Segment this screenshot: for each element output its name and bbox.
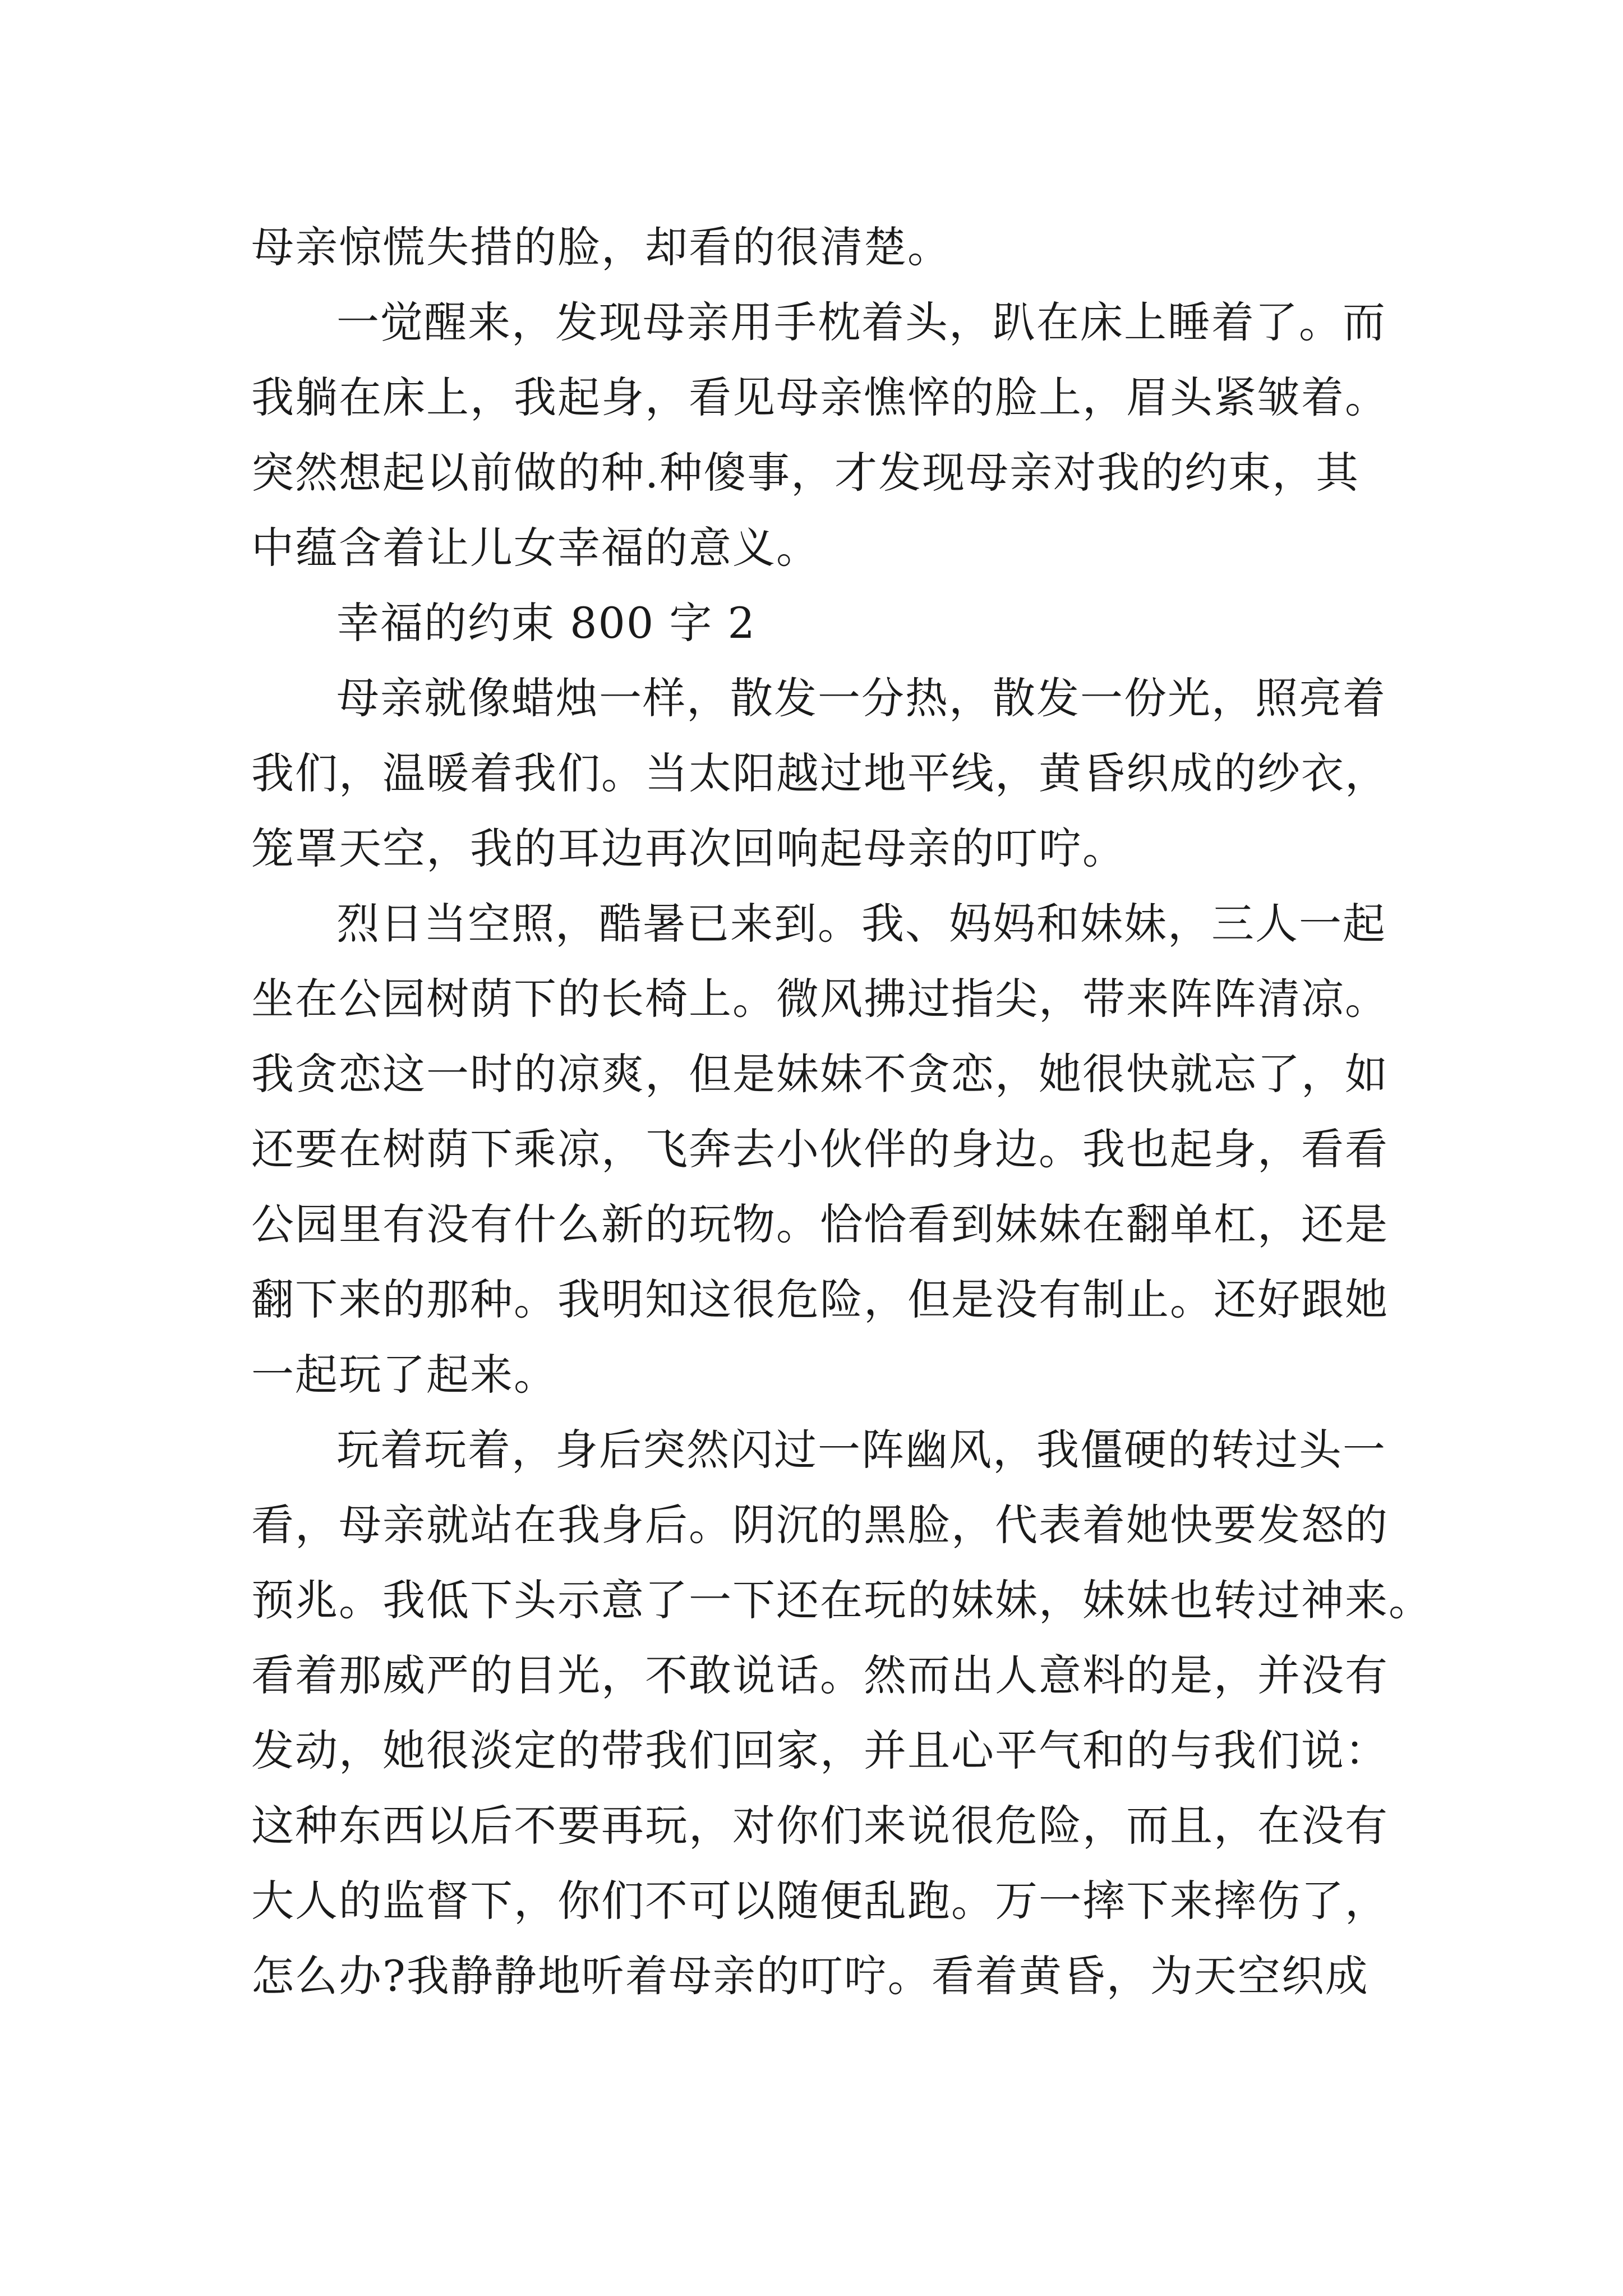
body-text bbox=[251, 210, 1432, 2014]
text-line: 我们，温暖着我们。当太阳越过地平线，黄昏织成的纱衣， bbox=[251, 748, 1389, 798]
text-line: 发动，她很淡定的带我们回家，并且心平气和的与我们说： bbox=[251, 1726, 1389, 1775]
text-line: 一觉醒来，发现母亲用手枕着头，趴在床上睡着了。而 bbox=[336, 297, 1386, 347]
text-line: 这种东西以后不要再玩，对你们来说很危险，而且，在没有 bbox=[251, 1801, 1389, 1851]
text-line: 大人的监督下，你们不可以随便乱跑。万一摔下来摔伤了， bbox=[251, 1876, 1389, 1926]
text-line: 幸福的约束 800 字 2 bbox=[336, 598, 756, 648]
text-line: 突然想起以前做的种.种傻事，才发现母亲对我的约束，其 bbox=[251, 448, 1360, 498]
text-line: 中蕴含着让儿女幸福的意义。 bbox=[251, 523, 820, 573]
text-line: 怎么办?我静静地听着母亲的叮咛。看着黄昏，为天空织成 bbox=[251, 1951, 1369, 2001]
text-line: 还要在树荫下乘凉，飞奔去小伙伴的身边。我也起身，看看 bbox=[251, 1124, 1389, 1174]
text-line: 我躺在床上，我起身，看见母亲憔悴的脸上，眉头紧皱着。 bbox=[251, 372, 1389, 422]
text-line: 翻下来的那种。我明知这很危险，但是没有制止。还好跟她 bbox=[251, 1274, 1389, 1324]
text-line: 预兆。我低下头示意了一下还在玩的妹妹，妹妹也转过神来。 bbox=[251, 1575, 1432, 1625]
text-line: 烈日当空照，酷暑已来到。我、妈妈和妹妹，三人一起 bbox=[336, 899, 1386, 949]
text-line: 看，母亲就站在我身后。阴沉的黑脸，代表着她快要发怒的 bbox=[251, 1500, 1389, 1550]
text-line: 公园里有没有什么新的玩物。恰恰看到妹妹在翻单杠，还是 bbox=[251, 1199, 1389, 1249]
text-line: 坐在公园树荫下的长椅上。微风拂过指尖，带来阵阵清凉。 bbox=[251, 974, 1389, 1024]
text-line: 母亲就像蜡烛一样，散发一分热，散发一份光，照亮着 bbox=[336, 673, 1386, 723]
text-line: 笼罩天空，我的耳边再次回响起母亲的叮咛。 bbox=[251, 823, 1126, 873]
text-line: 我贪恋这一时的凉爽，但是妹妹不贪恋，她很快就忘了，如 bbox=[251, 1049, 1389, 1099]
text-line: 看着那威严的目光，不敢说话。然而出人意料的是，并没有 bbox=[251, 1650, 1389, 1700]
text-line: 一起玩了起来。 bbox=[251, 1350, 557, 1400]
text-line: 玩着玩着，身后突然闪过一阵幽风，我僵硬的转过头一 bbox=[336, 1425, 1386, 1475]
text-line: 母亲惊慌失措的脸，却看的很清楚。 bbox=[251, 222, 951, 272]
